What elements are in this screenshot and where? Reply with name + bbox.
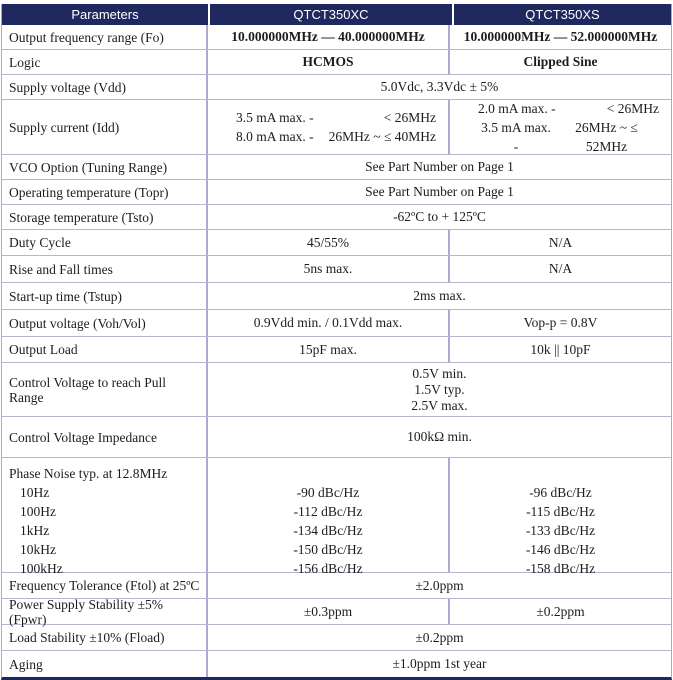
- param-label: Control Voltage Impedance: [2, 417, 208, 457]
- row-operating-temperature: [2, 180, 671, 205]
- value-xs: 10.000000MHz — 52.000000MHz: [463, 29, 658, 44]
- param-label: Supply voltage (Vdd): [2, 75, 208, 99]
- value-xc: [208, 100, 450, 154]
- current-left: 3.5 mA max. -: [481, 119, 551, 154]
- row-control-voltage-pull-range: [2, 363, 671, 417]
- value-xc: 45/55%: [208, 230, 450, 255]
- value-xc: 10.000000MHz — 40.000000MHz: [208, 25, 450, 49]
- phase-noise-value: -112 dBc/Hz: [293, 504, 363, 519]
- value-xs: N/A: [548, 234, 573, 250]
- param-label: Operating temperature (Topr): [2, 180, 208, 204]
- phase-noise-value: -146 dBc/Hz: [525, 542, 596, 557]
- phase-noise-value: -133 dBc/Hz: [525, 523, 596, 538]
- row-vco-option: [2, 155, 671, 180]
- param-label: Output voltage (Voh/Vol): [2, 310, 208, 336]
- value-span: ±1.0ppm 1st year: [392, 656, 487, 671]
- value-span: -62ºC to + 125ºC: [393, 209, 486, 224]
- current-right: 26MHz ~ ≤ 40MHz: [328, 129, 436, 144]
- value-span: See Part Number on Page 1: [365, 184, 514, 199]
- value-xs: Vop-p = 0.8V: [523, 315, 598, 330]
- row-output-load: [2, 337, 671, 363]
- param-label: Control Voltage to reach Pull Range: [2, 363, 208, 416]
- value-xs: Clipped Sine: [523, 54, 598, 69]
- current-right: 26MHz ~ ≤ 52MHz: [575, 119, 638, 154]
- pull-range-line: 2.5V max.: [411, 397, 468, 413]
- pull-range-line: 1.5V typ.: [414, 381, 465, 397]
- value-xc: ±0.3ppm: [208, 599, 450, 624]
- phase-noise-value: -115 dBc/Hz: [526, 504, 595, 519]
- param-label: Logic: [2, 50, 208, 74]
- header-qtct350xs: QTCT350XS: [454, 4, 671, 25]
- phase-noise-value: -134 dBc/Hz: [293, 523, 363, 538]
- row-control-voltage-impedance: [2, 417, 671, 458]
- value-xs: [450, 100, 671, 154]
- value-span: ±0.2ppm: [415, 629, 464, 645]
- phase-noise-value: -150 dBc/Hz: [293, 542, 363, 557]
- current-left: 8.0 mA max. -: [236, 129, 314, 144]
- row-supply-voltage: [2, 75, 671, 100]
- row-storage-temperature: [2, 205, 671, 230]
- row-output-frequency-range: [2, 25, 671, 50]
- current-line: [450, 118, 671, 156]
- param-label: [2, 458, 208, 576]
- row-rise-fall-times: [2, 256, 671, 283]
- value-xs: [450, 458, 671, 576]
- value-xc: 5ns max.: [208, 256, 450, 282]
- row-startup-time: [2, 283, 671, 310]
- value-xs: ±0.2ppm: [536, 603, 585, 619]
- value-span: 100kΩ min.: [407, 429, 472, 444]
- row-supply-current: [2, 100, 671, 155]
- row-power-supply-stability: [2, 596, 671, 627]
- current-line: [450, 99, 671, 118]
- current-right: < 26MHz: [383, 110, 436, 125]
- pull-range-line: 0.5V min.: [412, 365, 467, 381]
- phase-noise-frequency: 10kHz: [20, 542, 56, 557]
- param-label: Power Supply Stability ±5% (Fpwr): [2, 599, 208, 624]
- value-xs: 10k || 10pF: [530, 341, 591, 357]
- row-aging: [2, 651, 671, 677]
- row-phase-noise: [2, 458, 671, 576]
- value-span: [208, 363, 671, 416]
- header-parameters: Parameters: [2, 4, 208, 25]
- value-xc: 0.9Vdd min. / 0.1Vdd max.: [208, 310, 450, 336]
- phase-noise-frequency: 100kHz: [20, 561, 63, 576]
- current-left: 3.5 mA max. -: [236, 110, 314, 125]
- param-label: Frequency Tolerance (Ftol) at 25ºC: [2, 573, 208, 598]
- phase-noise-frequency: 1kHz: [20, 523, 50, 538]
- value-xc: HCMOS: [208, 50, 450, 74]
- header-qtct350xc: QTCT350XC: [210, 4, 452, 25]
- phase-noise-frequency: 10Hz: [20, 485, 50, 500]
- phase-noise-value: -158 dBc/Hz: [525, 561, 596, 576]
- param-label: Rise and Fall times: [2, 256, 208, 282]
- param-label: Supply current (Idd): [2, 100, 208, 154]
- param-label: Load Stability ±10% (Fload): [2, 625, 208, 650]
- value-span: See Part Number on Page 1: [365, 159, 514, 174]
- current-line: [208, 108, 448, 127]
- table-header-row: [2, 4, 671, 25]
- value-xc: [208, 458, 450, 576]
- param-label: Output frequency range (Fo): [2, 25, 208, 49]
- param-label: Duty Cycle: [2, 230, 208, 255]
- phase-noise-value: -90 dBc/Hz: [296, 485, 360, 500]
- row-duty-cycle: [2, 230, 671, 256]
- row-load-stability: [2, 625, 671, 651]
- param-label: Aging: [2, 651, 208, 677]
- value-span: 2ms max.: [413, 288, 466, 303]
- phase-noise-value: -156 dBc/Hz: [293, 561, 363, 576]
- row-logic: [2, 50, 671, 75]
- value-span: 5.0Vdc, 3.3Vdc ± 5%: [380, 79, 499, 94]
- phase-noise-title: Phase Noise typ. at 12.8MHz: [9, 466, 168, 481]
- param-label: Start-up time (Tstup): [2, 283, 208, 309]
- current-line: [208, 127, 448, 146]
- param-label: Storage temperature (Tsto): [2, 205, 208, 229]
- row-output-voltage: [2, 310, 671, 337]
- current-right: < 26MHz: [606, 100, 659, 116]
- current-left: 2.0 mA max. -: [478, 100, 556, 116]
- value-span: ±2.0ppm: [415, 577, 464, 593]
- param-label: Output Load: [2, 337, 208, 362]
- spec-table: [1, 4, 672, 680]
- value-xs: N/A: [548, 261, 573, 276]
- param-label: VCO Option (Tuning Range): [2, 155, 208, 179]
- phase-noise-value: -96 dBc/Hz: [529, 485, 592, 500]
- value-xc: 15pF max.: [208, 337, 450, 362]
- row-frequency-tolerance: [2, 573, 671, 599]
- phase-noise-frequency: 100Hz: [20, 504, 56, 519]
